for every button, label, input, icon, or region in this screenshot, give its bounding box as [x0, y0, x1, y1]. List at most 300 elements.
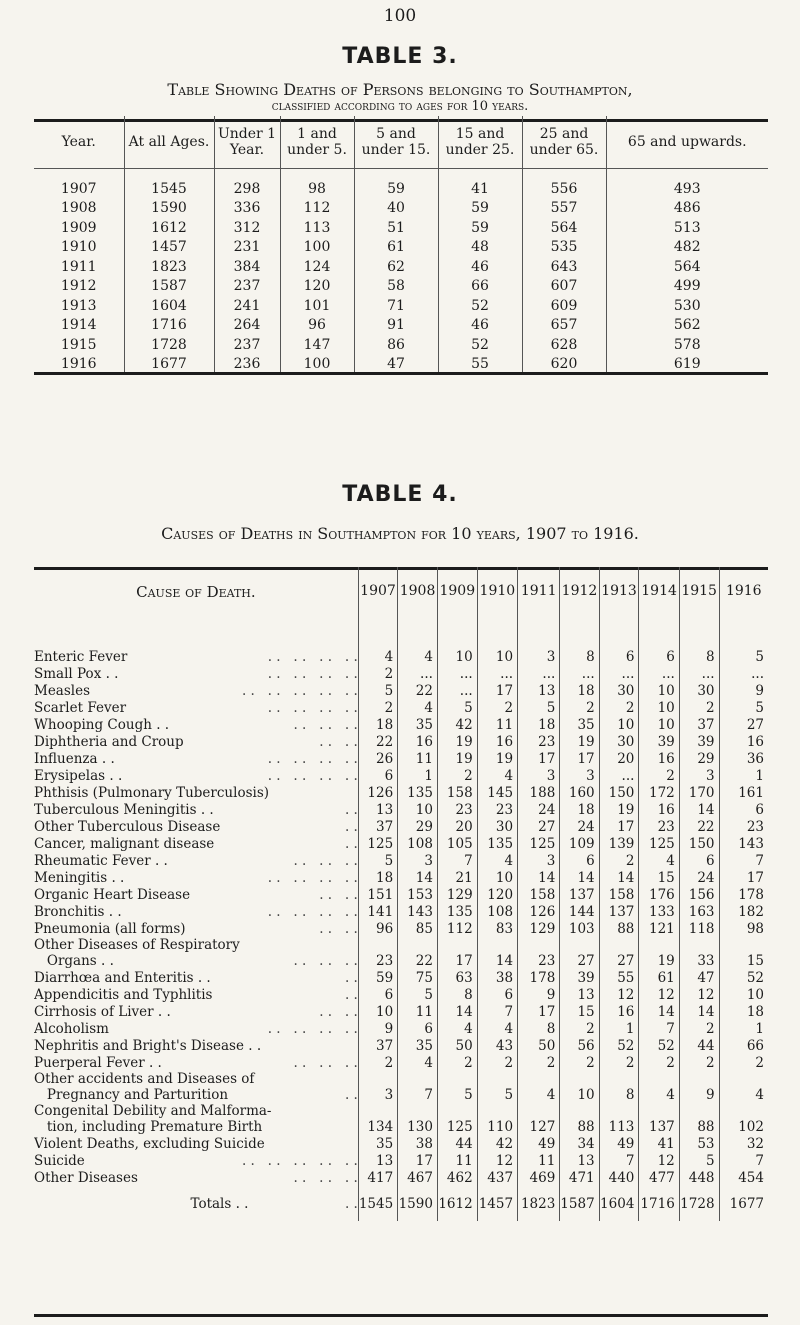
count-cell: 10	[477, 649, 517, 666]
count-cell: 7	[599, 1153, 639, 1170]
cause-label: Cancer, malignant disease	[34, 836, 215, 852]
count-cell	[358, 1072, 397, 1087]
count-cell: ...	[719, 666, 768, 683]
count-cell: 1677	[719, 1187, 768, 1221]
table3-value-cell: 71	[354, 296, 438, 316]
cause-label: Diarrhœa and Enteritis . .	[34, 970, 211, 986]
table4-caption: Causes of Deaths in Southampton for 10 years, 1907 to 1916.	[161, 524, 639, 543]
cause-row	[34, 970, 768, 987]
page-number: 100	[383, 6, 417, 26]
table3-value-cell: 628	[522, 335, 606, 355]
dot-leader: . . . . . .	[293, 953, 358, 969]
count-cell: 35	[560, 717, 599, 734]
table3-header-row	[34, 116, 768, 169]
count-cell: 83	[477, 921, 517, 938]
count-cell: 55	[599, 970, 639, 987]
count-cell	[518, 1104, 560, 1119]
count-cell: 118	[679, 921, 719, 938]
count-cell: 127	[518, 1119, 560, 1136]
table3-year-cell: 1912	[60, 278, 97, 295]
count-cell: 9	[358, 1021, 397, 1038]
count-cell: 1823	[518, 1187, 560, 1221]
cause-cell	[34, 802, 358, 819]
count-cell: 30	[599, 683, 639, 700]
count-cell: 2	[639, 1055, 679, 1072]
count-cell: 35	[398, 717, 438, 734]
cause-cell	[34, 1055, 358, 1072]
count-cell: 5	[477, 1087, 517, 1104]
dot-leader: . . . . . . . .	[267, 751, 358, 767]
count-cell: 113	[599, 1119, 639, 1136]
count-cell: 1587	[560, 1187, 599, 1221]
count-cell: 42	[477, 1136, 517, 1153]
table3-row	[34, 238, 768, 258]
count-cell: 12	[679, 987, 719, 1004]
count-cell: 23	[518, 953, 560, 970]
cause-cell	[34, 836, 358, 853]
cause-label: Violent Deaths, excluding Suicide	[34, 1136, 265, 1152]
count-cell: 27	[560, 953, 599, 970]
count-cell: 8	[679, 649, 719, 666]
table4-year-header: 1909	[437, 567, 477, 649]
table3-value-cell: 564	[522, 218, 606, 238]
count-cell: 135	[398, 785, 438, 802]
cause-row	[34, 802, 768, 819]
cause-label: Totals . .	[190, 1196, 249, 1212]
count-cell: 2	[437, 1055, 477, 1072]
table3-value-cell: 59	[438, 218, 522, 238]
cause-cell	[34, 717, 358, 734]
count-cell: 3	[518, 768, 560, 785]
cause-row	[34, 1119, 768, 1136]
table3-value-cell: 86	[354, 335, 438, 355]
table3-value-cell: 312	[214, 218, 280, 238]
cause-row	[34, 1136, 768, 1153]
count-cell: 23	[518, 734, 560, 751]
table4-bottom-rule	[34, 1314, 768, 1317]
table3-value-cell: 51	[354, 218, 438, 238]
count-cell: 19	[437, 734, 477, 751]
cause-cell	[34, 649, 358, 666]
count-cell: 7	[639, 1021, 679, 1038]
count-cell: 30	[599, 734, 639, 751]
table3-value-cell: 96	[280, 316, 354, 336]
count-cell: 2	[518, 1055, 560, 1072]
cause-row	[34, 1072, 768, 1087]
table3-value-cell: 1716	[124, 316, 214, 336]
count-cell: 53	[679, 1136, 719, 1153]
count-cell: 39	[560, 970, 599, 987]
cause-cell	[34, 1187, 358, 1221]
cause-cell	[34, 666, 358, 683]
cause-label: Erysipelas . .	[34, 768, 123, 784]
cause-row	[34, 819, 768, 836]
cause-label: Tuberculous Meningitis . .	[34, 802, 214, 818]
cause-cell	[34, 970, 358, 987]
count-cell	[599, 1104, 639, 1119]
count-cell: 12	[599, 987, 639, 1004]
table3-row	[34, 257, 768, 277]
count-cell	[639, 1072, 679, 1087]
dot-leader: . .	[344, 1087, 358, 1103]
count-cell: 1545	[358, 1187, 397, 1221]
count-cell: 454	[719, 1170, 768, 1187]
count-cell: 12	[639, 1153, 679, 1170]
dot-leader: . . . . . . . .	[267, 870, 358, 886]
count-cell: 178	[518, 970, 560, 987]
count-cell: 10	[398, 802, 438, 819]
count-cell: ...	[477, 666, 517, 683]
cause-row	[34, 751, 768, 768]
cause-label: Phthisis (Pulmonary Tuberculosis)	[34, 785, 270, 801]
count-cell: 29	[679, 751, 719, 768]
count-cell: 19	[560, 734, 599, 751]
count-cell: 2	[477, 1055, 517, 1072]
table3-value-cell: 1587	[124, 277, 214, 297]
count-cell: 141	[358, 904, 397, 921]
table4-header-row	[34, 567, 768, 649]
count-cell: 2	[560, 1021, 599, 1038]
count-cell: 15	[639, 870, 679, 887]
table3-year-cell: 1908	[60, 200, 97, 217]
table3-row	[34, 169, 768, 199]
count-cell: 88	[599, 921, 639, 938]
cause-row	[34, 836, 768, 853]
cause-cell	[34, 768, 358, 785]
table4-body	[34, 649, 768, 1221]
count-cell: 4	[477, 853, 517, 870]
table3-value-cell: 237	[214, 335, 280, 355]
cause-cell	[34, 1104, 358, 1119]
cause-label: Organs . .	[34, 953, 114, 969]
count-cell: 1604	[599, 1187, 639, 1221]
count-cell: 59	[358, 970, 397, 987]
count-cell: 15	[719, 953, 768, 970]
count-cell: 10	[437, 649, 477, 666]
table3-column-header: 65 and upwards.	[606, 116, 768, 169]
count-cell: 22	[398, 683, 438, 700]
count-cell	[719, 1072, 768, 1087]
count-cell: 23	[358, 953, 397, 970]
count-cell: 44	[437, 1136, 477, 1153]
count-cell: 437	[477, 1170, 517, 1187]
count-cell: 17	[398, 1153, 438, 1170]
table3-value-cell: 1728	[124, 335, 214, 355]
count-cell: 26	[358, 751, 397, 768]
count-cell: 5	[398, 987, 438, 1004]
count-cell: 135	[437, 904, 477, 921]
table3-value-cell: 482	[606, 238, 768, 258]
table3-value-cell: 1823	[124, 257, 214, 277]
count-cell: 56	[560, 1038, 599, 1055]
table3-value-cell: 46	[438, 316, 522, 336]
count-cell: 2	[560, 700, 599, 717]
count-cell: 8	[437, 987, 477, 1004]
cause-cell	[34, 870, 358, 887]
dot-leader: . . . . . . . .	[267, 700, 358, 716]
table3-column-header: 1 and under 5.	[280, 116, 354, 169]
count-cell	[560, 1104, 599, 1119]
count-cell	[518, 1072, 560, 1087]
count-cell	[719, 1104, 768, 1119]
count-cell: 462	[437, 1170, 477, 1187]
count-cell: 6	[398, 1021, 438, 1038]
count-cell: 11	[398, 1004, 438, 1021]
count-cell: 16	[599, 1004, 639, 1021]
table3-value-cell: 530	[606, 296, 768, 316]
cause-label: Nephritis and Bright's Disease . .	[34, 1038, 262, 1054]
dot-leader: . .	[344, 1196, 358, 1212]
count-cell: 1	[719, 1021, 768, 1038]
cause-row	[34, 953, 768, 970]
count-cell: 52	[639, 1038, 679, 1055]
count-cell: 170	[679, 785, 719, 802]
count-cell: 37	[358, 819, 397, 836]
count-cell: 75	[398, 970, 438, 987]
cause-label: Suicide	[34, 1153, 85, 1169]
table4-year-header: 1910	[477, 567, 517, 649]
count-cell: 13	[560, 987, 599, 1004]
table3-row	[34, 218, 768, 238]
count-cell: 2	[599, 853, 639, 870]
count-cell: 121	[639, 921, 679, 938]
table3-value-cell: 55	[438, 355, 522, 375]
table3-value-cell: 231	[214, 238, 280, 258]
count-cell: 27	[719, 717, 768, 734]
count-cell: 12	[639, 987, 679, 1004]
count-cell: 23	[719, 819, 768, 836]
table3-value-cell: 59	[438, 199, 522, 219]
count-cell: 11	[477, 717, 517, 734]
table3-value-cell: 562	[606, 316, 768, 336]
table3-value-cell: 98	[280, 169, 354, 199]
count-cell	[398, 1104, 438, 1119]
count-cell: 35	[358, 1136, 397, 1153]
table4	[34, 567, 768, 1221]
table3-value-cell: 609	[522, 296, 606, 316]
count-cell: 440	[599, 1170, 639, 1187]
cause-label: Whooping Cough . .	[34, 717, 170, 733]
cause-label: Influenza . .	[34, 751, 115, 767]
count-cell: 10	[639, 717, 679, 734]
count-cell: 17	[477, 683, 517, 700]
cause-row	[34, 666, 768, 683]
table3-value-cell: 578	[606, 335, 768, 355]
count-cell: 1	[599, 1021, 639, 1038]
count-cell: 156	[679, 887, 719, 904]
count-cell: 14	[679, 1004, 719, 1021]
count-cell	[358, 1104, 397, 1119]
count-cell	[477, 1072, 517, 1087]
count-cell: 88	[560, 1119, 599, 1136]
cause-row	[34, 700, 768, 717]
count-cell: 63	[437, 970, 477, 987]
count-cell: 17	[518, 751, 560, 768]
count-cell: 9	[679, 1087, 719, 1104]
cause-label: Other Diseases of Respiratory	[34, 938, 240, 953]
cause-row	[34, 1170, 768, 1187]
count-cell: 14	[518, 870, 560, 887]
cause-column-header: Cause of Death.	[136, 583, 256, 601]
count-cell: 13	[358, 802, 397, 819]
count-cell: 5	[719, 649, 768, 666]
count-cell: 6	[639, 649, 679, 666]
cause-cell	[34, 987, 358, 1004]
count-cell: 16	[639, 802, 679, 819]
count-cell: 7	[437, 853, 477, 870]
count-cell: 103	[560, 921, 599, 938]
cause-label: Diphtheria and Croup	[34, 734, 184, 750]
count-cell: 13	[560, 1153, 599, 1170]
count-cell: 172	[639, 785, 679, 802]
count-cell: 35	[398, 1038, 438, 1055]
count-cell: 19	[437, 751, 477, 768]
count-cell: 23	[639, 819, 679, 836]
table3-caption-line2: classified according to ages for 10 years.	[271, 99, 529, 114]
count-cell: 19	[477, 751, 517, 768]
count-cell: 17	[518, 1004, 560, 1021]
count-cell: 125	[437, 1119, 477, 1136]
count-cell: 85	[398, 921, 438, 938]
count-cell: 50	[518, 1038, 560, 1055]
table4-year-header: 1907	[358, 567, 397, 649]
table3-value-cell: 237	[214, 277, 280, 297]
table3-value-cell: 1604	[124, 296, 214, 316]
count-cell: 2	[639, 768, 679, 785]
count-cell: 5	[518, 700, 560, 717]
cause-row	[34, 987, 768, 1004]
count-cell: 1457	[477, 1187, 517, 1221]
dot-leader: . . . .	[319, 887, 358, 903]
count-cell: 19	[639, 953, 679, 970]
count-cell: 143	[398, 904, 438, 921]
count-cell	[437, 1072, 477, 1087]
dot-leader: . . . . . . . . . .	[241, 1153, 358, 1169]
count-cell: 27	[599, 953, 639, 970]
count-cell: 134	[358, 1119, 397, 1136]
count-cell: ...	[679, 666, 719, 683]
table3-value-cell: 62	[354, 257, 438, 277]
cause-row	[34, 904, 768, 921]
count-cell: 52	[599, 1038, 639, 1055]
cause-cell	[34, 1153, 358, 1170]
table4-year-header: 1914	[639, 567, 679, 649]
count-cell: 108	[398, 836, 438, 853]
count-cell	[639, 938, 679, 953]
count-cell: 188	[518, 785, 560, 802]
count-cell: 14	[560, 870, 599, 887]
count-cell: 1728	[679, 1187, 719, 1221]
dot-leader: . . . . . .	[293, 717, 358, 733]
table3-value-cell: 112	[280, 199, 354, 219]
cause-cell	[34, 734, 358, 751]
count-cell: 143	[719, 836, 768, 853]
table3-value-cell: 120	[280, 277, 354, 297]
dot-leader: . .	[344, 970, 358, 986]
table3-column-header: 5 and under 15.	[354, 116, 438, 169]
count-cell: 18	[719, 1004, 768, 1021]
dot-leader: . . . . . . . .	[267, 904, 358, 920]
count-cell	[679, 1072, 719, 1087]
totals-row	[34, 1187, 768, 1221]
count-cell: 126	[358, 785, 397, 802]
count-cell: 34	[560, 1136, 599, 1153]
table3-value-cell: 66	[438, 277, 522, 297]
count-cell	[358, 938, 397, 953]
count-cell: 2	[477, 700, 517, 717]
count-cell	[679, 1104, 719, 1119]
count-cell: 6	[358, 987, 397, 1004]
count-cell: 137	[639, 1119, 679, 1136]
count-cell: 4	[639, 1087, 679, 1104]
table3-value-cell: 557	[522, 199, 606, 219]
table3-value-cell: 493	[606, 169, 768, 199]
table3-value-cell: 113	[280, 218, 354, 238]
dot-leader: . . . . . .	[293, 853, 358, 869]
cause-label: Alcoholism	[34, 1021, 109, 1037]
count-cell: 4	[398, 1055, 438, 1072]
cause-label: Bronchitis . .	[34, 904, 122, 920]
count-cell: 43	[477, 1038, 517, 1055]
cause-label: Cirrhosis of Liver . .	[34, 1004, 171, 1020]
count-cell	[639, 1104, 679, 1119]
cause-row	[34, 717, 768, 734]
table3-row	[34, 296, 768, 316]
count-cell: 5	[358, 683, 397, 700]
count-cell: 110	[477, 1119, 517, 1136]
count-cell: 41	[639, 1136, 679, 1153]
count-cell: 163	[679, 904, 719, 921]
count-cell: 6	[599, 649, 639, 666]
count-cell: 176	[639, 887, 679, 904]
count-cell: 33	[679, 953, 719, 970]
cause-row	[34, 870, 768, 887]
count-cell: 39	[639, 734, 679, 751]
count-cell: 3	[518, 853, 560, 870]
count-cell: 37	[679, 717, 719, 734]
table3-column-header: 15 and under 25.	[438, 116, 522, 169]
count-cell: 2	[437, 768, 477, 785]
count-cell: 9	[719, 683, 768, 700]
cause-cell	[34, 853, 358, 870]
count-cell: 2	[560, 1055, 599, 1072]
table3-value-cell: 486	[606, 199, 768, 219]
count-cell: 109	[560, 836, 599, 853]
dot-leader: . . . .	[319, 734, 358, 750]
count-cell: 9	[518, 987, 560, 1004]
table3-value-cell: 264	[214, 316, 280, 336]
count-cell: 178	[719, 887, 768, 904]
table3-bottom-rule	[34, 372, 768, 375]
count-cell: 16	[398, 734, 438, 751]
count-cell: 182	[719, 904, 768, 921]
table3-value-cell: 40	[354, 199, 438, 219]
table3-value-cell: 47	[354, 355, 438, 375]
cause-row	[34, 1087, 768, 1104]
table3-column-header: 25 and under 65.	[522, 116, 606, 169]
count-cell: 1	[398, 768, 438, 785]
table3-year-cell: 1916	[60, 356, 97, 373]
count-cell: 150	[679, 836, 719, 853]
cause-cell	[34, 953, 358, 970]
cause-label: Rheumatic Fever . .	[34, 853, 168, 869]
table3-heading: TABLE 3.	[342, 44, 458, 69]
count-cell: 22	[679, 819, 719, 836]
count-cell: 6	[358, 768, 397, 785]
count-cell: 14	[679, 802, 719, 819]
count-cell: 8	[518, 1021, 560, 1038]
count-cell: 10	[719, 987, 768, 1004]
